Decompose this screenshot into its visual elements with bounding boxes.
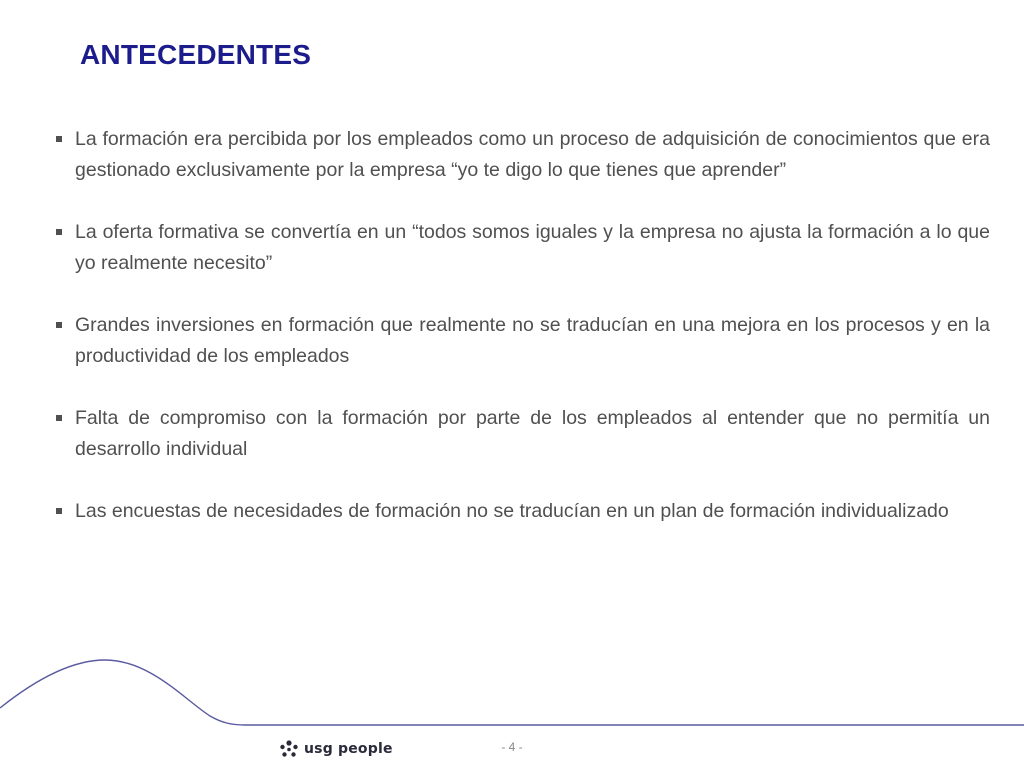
company-logo [278,738,393,760]
square-bullet-icon [56,229,62,235]
slide-title: ANTECEDENTES [80,39,312,70]
bullet-text: La oferta formativa se convertía en un “todos somos iguales y la empresa no ajusta la formación a lo que yo realmente necesito” [75,221,990,274]
bullet-item [55,310,990,372]
square-bullet-icon [56,508,62,514]
bullet-item [55,124,990,186]
bullet-list [55,124,990,558]
bullet-text: Las encuestas de necesidades de formación no se traducían en un plan de formación individualizado [75,500,949,522]
bullet-item [55,496,990,527]
bullet-text: Grandes inversiones en formación que realmente no se traducían en una mejora en los procesos y en la productividad de los empleados [75,314,990,367]
bullet-item [55,403,990,465]
usg-people-logo-icon [278,738,300,760]
page-number: - 4 - [501,740,523,754]
bullet-text: Falta de compromiso con la formación por parte de los empleados al entender que no permitía un desarrollo individual [75,407,990,460]
square-bullet-icon [56,322,62,328]
square-bullet-icon [56,136,62,142]
square-bullet-icon [56,415,62,421]
bullet-item [55,217,990,279]
logo-text: usg people [304,741,393,757]
bullet-text: La formación era percibida por los empleados como un proceso de adquisición de conocimientos que era gestionado exclusivamente por la empresa “yo te digo lo que tienes que aprender” [75,128,990,181]
